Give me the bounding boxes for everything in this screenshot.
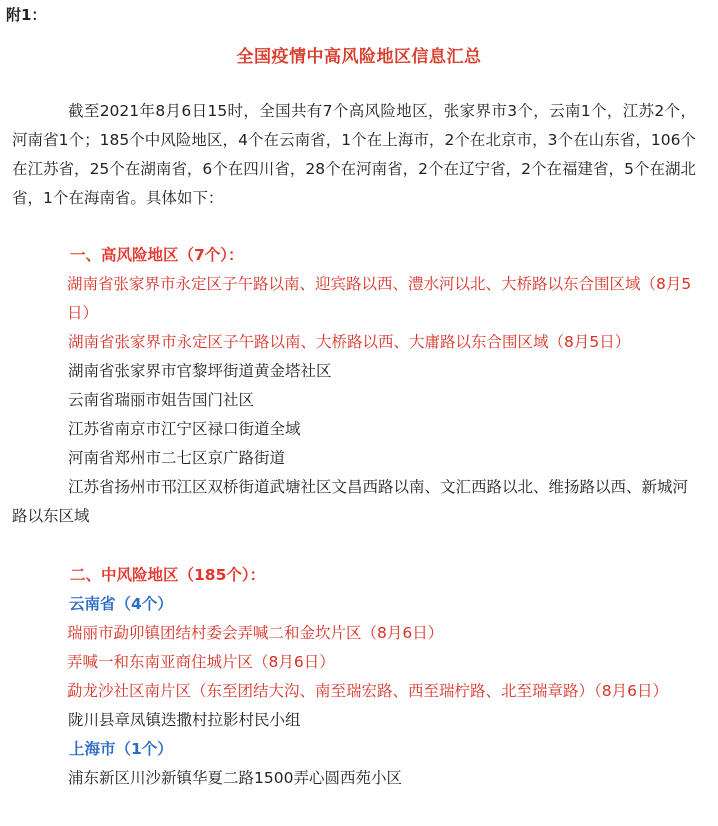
- high-risk-item: 江苏省扬州市邗江区双桥街道武塘社区文昌西路以南、文汇西路以北、维扬路以西、新城河路以东区域: [12, 478, 689, 525]
- high-risk-item: 湖南省张家界市永定区子午路以南、大桥路以西、大庸路以东合围区域（8月5日）: [68, 333, 631, 351]
- medium-risk-item: 弄喊一和东南亚商住城片区（8月6日）: [67, 653, 335, 671]
- medium-risk-item: 瑞丽市勐卯镇团结村委会弄喊二和金坎片区（8月6日）: [67, 624, 444, 642]
- province-heading-yunnan: 云南省（4个）: [69, 595, 173, 613]
- intro-paragraph: 截至2021年8月6日15时，全国共有7个高风险地区，张家界市3个，云南1个，江苏2个，河南省1个；185个中风险地区，4个在云南省，1个在上海市，2个在北京市，3个在山东省，106个在江苏省，25个在湖南省，6个在四川省，28个在河南省，2个在辽宁省，2个在福建省，5个在湖北省，1个在海南省。具体如下：: [12, 102, 696, 207]
- high-risk-item: 江苏省南京市江宁区禄口街道全域: [68, 420, 301, 438]
- high-risk-section: [12, 241, 702, 531]
- high-risk-item: 湖南省张家界市官黎坪街道黄金塔社区: [68, 362, 332, 380]
- high-risk-item: 云南省瑞丽市姐告国门社区: [68, 391, 255, 409]
- medium-risk-section: [12, 561, 702, 793]
- medium-risk-heading: 二、中风险地区（185个）：: [70, 566, 266, 584]
- high-risk-item: 湖南省张家界市永定区子午路以南、迎宾路以西、澧水河以北、大桥路以东合围区域（8月5日）: [67, 275, 692, 322]
- province-heading-shanghai: 上海市（1个）: [69, 740, 173, 758]
- document-title: 全国疫情中高风险地区信息汇总: [236, 47, 482, 67]
- medium-risk-item: 浦东新区川沙新镇华夏二路1500弄心圆西苑小区: [68, 769, 402, 787]
- medium-risk-item: 勐龙沙社区南片区（东至团结大沟、南至瑞宏路、西至瑞柠路、北至瑞章路）（8月6日）: [67, 682, 668, 700]
- high-risk-heading: 一、高风险地区（7个）：: [70, 246, 244, 264]
- high-risk-item: 河南省郑州市二七区京广路街道: [68, 449, 286, 467]
- attachment-label: 附1：: [6, 6, 47, 24]
- medium-risk-item: 陇川县章凤镇迭撒村拉影村民小组: [68, 711, 301, 729]
